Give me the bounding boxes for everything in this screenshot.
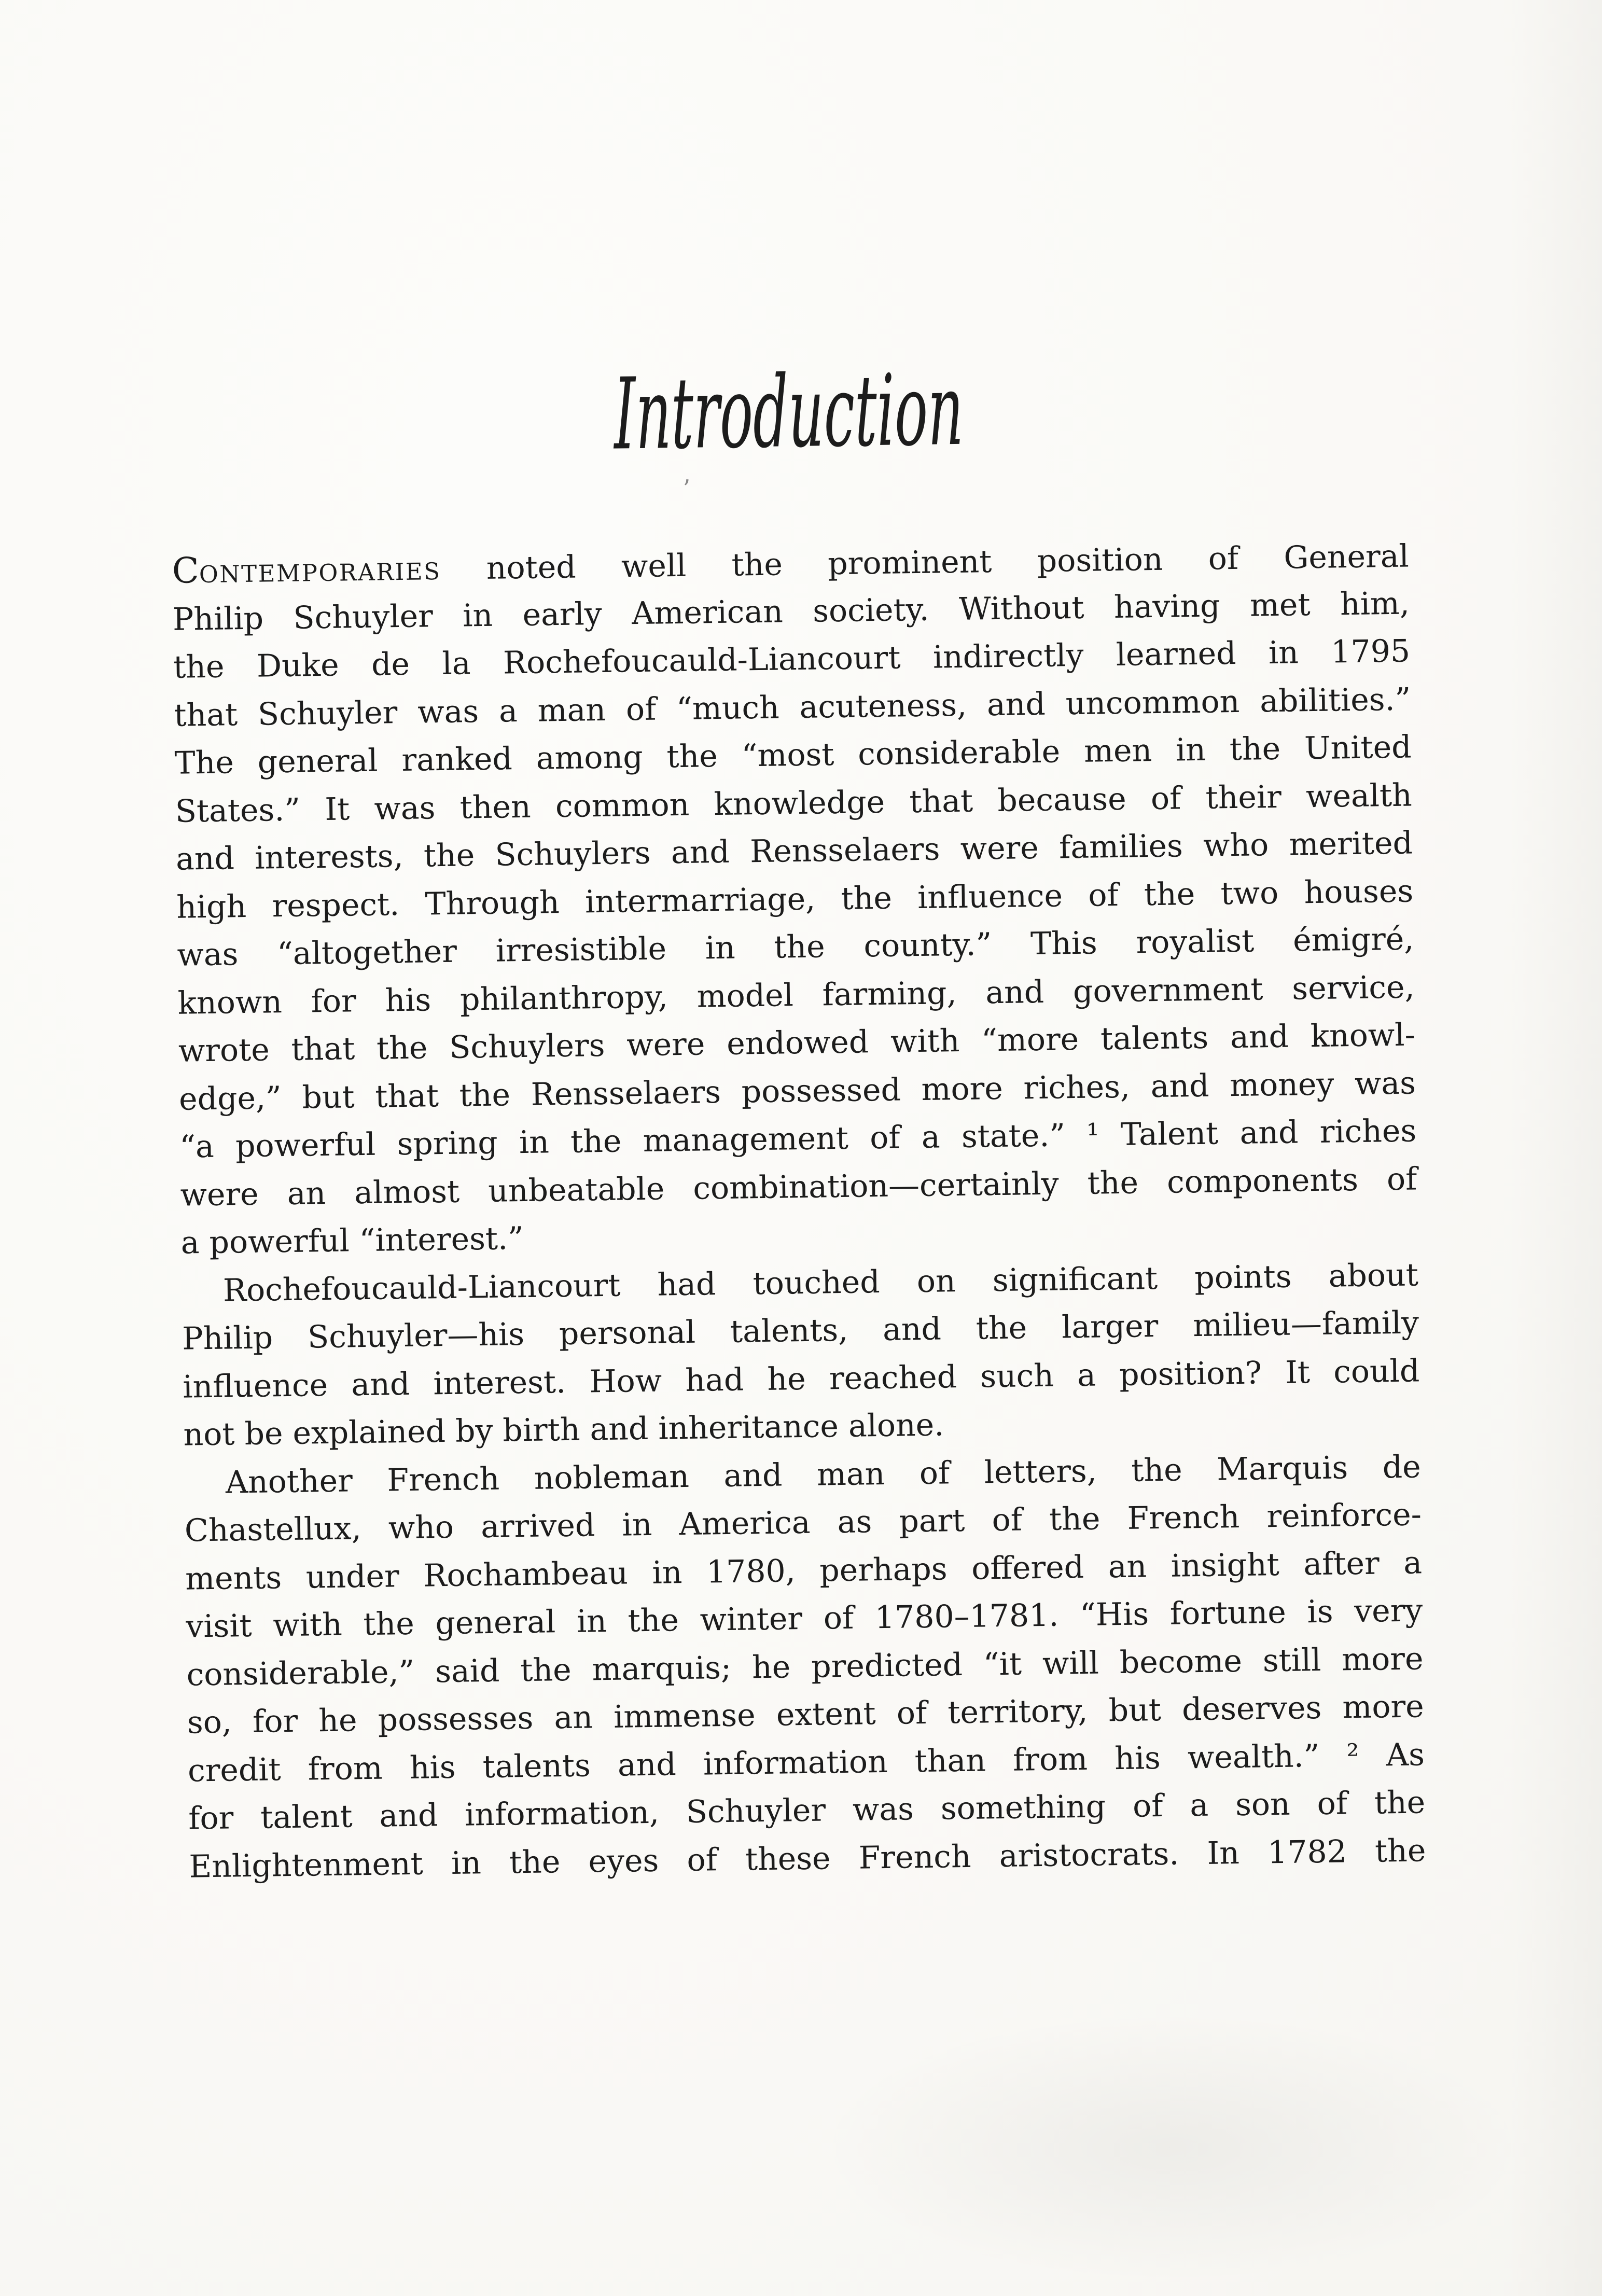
text-line: known for his philanthropy, model farming, and government service, [177,968,1415,1022]
text-line: Chastellux, who arrived in America as part of the French reinforce- [184,1496,1422,1549]
text-line: so, for he possesses an immense extent of territory, but deserves more [187,1688,1425,1741]
page-title [170,352,1408,472]
scan-smudge [819,2012,1525,2282]
text-line: “a powerful spring in the management of a state.” ¹ Talent and riches [179,1112,1417,1165]
text-line: were an almost unbeatable combination—certainly the components of [180,1160,1417,1214]
text-line: that Schuyler was a man of “much acuteness, and uncommon abilities.” [174,681,1411,734]
small-caps-word: ONTEMPORARIES [199,557,441,589]
text-line: States.” It was then common knowledge that because of their wealth [175,777,1413,830]
text-line: not be explained by birth and inheritance alone. [183,1407,944,1453]
text-line: wrote that the Schuylers were endowed with “more talents and knowl- [178,1017,1416,1069]
text-line: for talent and information, Schuyler was something of a son of the [188,1784,1426,1837]
text-line: Rochefoucauld-Liancourt had touched on significant points about [222,1256,1419,1309]
lead-capital: C [172,550,200,592]
text-line: credit from his talents and information than from his wealth.” ² As [187,1736,1425,1789]
text-line: was “altogether irresistible in the county.” This royalist émigré, [177,921,1414,973]
text-line: CONTEMPORARIES noted well the prominent position of General [172,538,1410,592]
text-line: influence and interest. How had he reached such a position? It could [182,1352,1420,1406]
text-line: and interests, the Schuylers and Rensselaers were families who merited [175,825,1413,878]
text-line: visit with the general in the winter of 1780–1781. “His fortune is very [186,1592,1423,1645]
text-line: ments under Rochambeau in 1780, perhaps offered an insight after a [185,1544,1423,1597]
text-line: a powerful “interest.” [180,1220,524,1261]
text-line: The general ranked among the “most considerable men in the United [174,729,1412,782]
text-line: Philip Schuyler—his personal talents, and the larger milieu—family [182,1304,1419,1357]
ink-speck: ’ [682,474,691,503]
text-line: high respect. Through intermarriage, the influence of the two houses [176,873,1414,926]
text-line: Philip Schuyler in early American society. Without having met him, [172,585,1410,638]
body-text [172,532,1426,1891]
text-line: the Duke de la Rochefoucauld-Liancourt indirectly learned in 1795 [173,633,1411,686]
text-line: considerable,” said the marquis; he predicted “it will become still more [186,1640,1424,1693]
page-title-text: Introduction [613,352,964,472]
text-line: Another French nobleman and man of letters, the Marquis de [225,1448,1422,1501]
text-line: edge,” but that the Rensselaers possessed more riches, and money was [178,1064,1416,1118]
text-line: Enlightenment in the eyes of these French aristocrats. In 1782 the [189,1832,1426,1885]
edge-shade [1509,0,1602,2296]
